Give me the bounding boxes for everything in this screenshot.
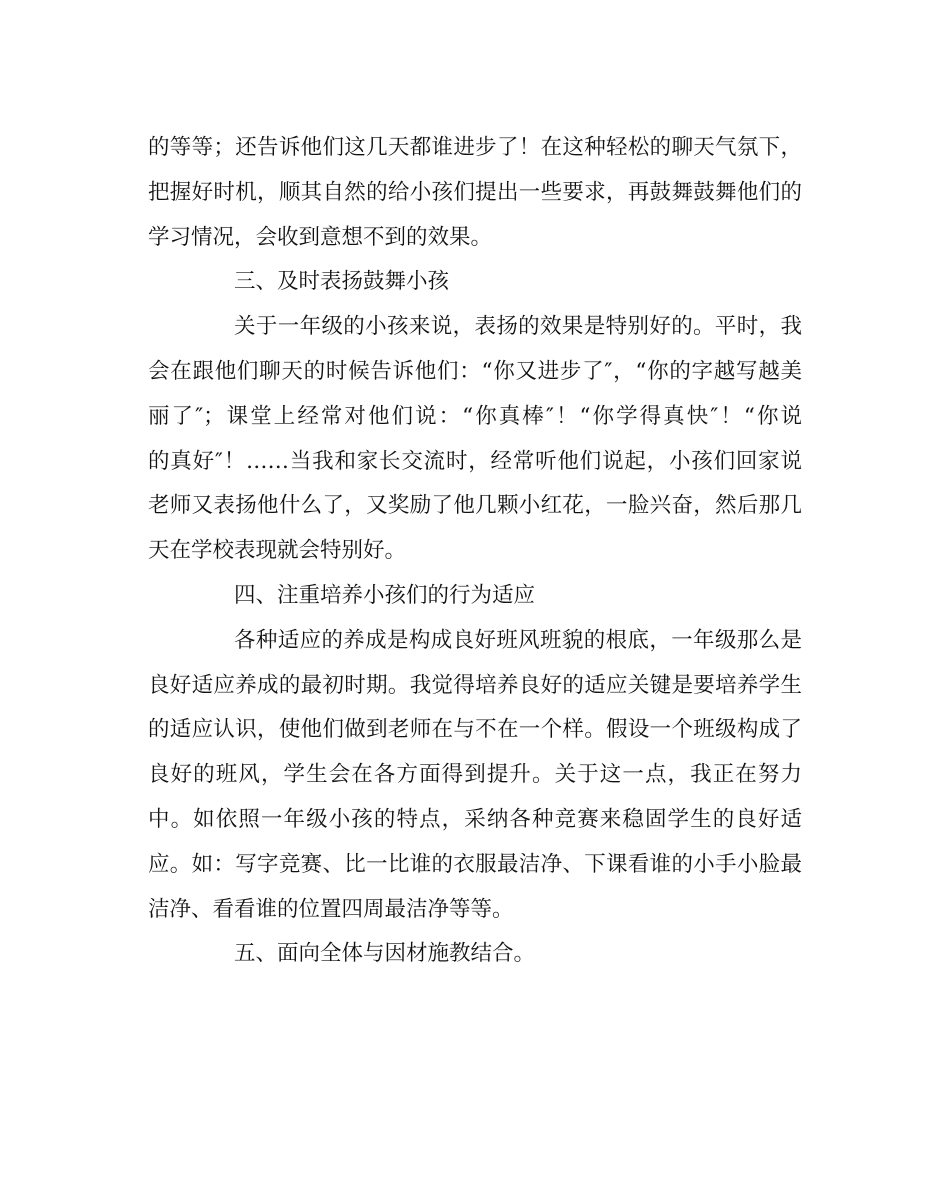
section-heading: 三、及时表扬鼓舞小孩 xyxy=(234,269,450,295)
text-line: 会在跟他们聊天的时候告诉他们：“你又进步了″，“你的字越写越美 xyxy=(148,358,802,384)
text-line: 丽了″；课堂上经常对他们说：“你真棒″！“你学得真快″！“你说 xyxy=(148,403,802,429)
text-line: 应。如：写字竞赛、比一比谁的衣服最洁净、下课看谁的小手小脸最 xyxy=(148,851,802,877)
text-line: 中。如依照一年级小孩的特点，采纳各种竞赛来稳固学生的良好适 xyxy=(148,806,802,832)
section-heading: 五、面向全体与因材施教结合。 xyxy=(234,941,536,967)
text-line: 良好适应养成的最初时期。我觉得培养良好的适应关键是要培养学生 xyxy=(148,672,802,698)
text-line: 各种适应的养成是构成良好班风班貌的根底，一年级那么是 xyxy=(234,627,802,653)
text-line: 老师又表扬他什么了，又奖励了他几颗小红花，一脸兴奋，然后那几 xyxy=(148,493,802,519)
section-heading: 四、注重培养小孩们的行为适应 xyxy=(234,582,536,608)
text-line: 把握好时机，顺其自然的给小孩们提出一些要求，再鼓舞鼓舞他们的 xyxy=(148,179,802,205)
text-line: 洁净、看看谁的位置四周最洁净等等。 xyxy=(148,896,514,922)
text-line: 的等等；还告诉他们这几天都谁进步了！在这种轻松的聊天气氛下， xyxy=(148,135,802,160)
text-line: 关于一年级的小孩来说，表扬的效果是特别好的。平时，我 xyxy=(234,314,802,340)
text-line: 的适应认识，使他们做到老师在与不在一个样。假设一个班级构成了 xyxy=(148,717,802,743)
document-body xyxy=(148,126,802,977)
text-line: 的真好″！……当我和家长交流时，经常听他们说起，小孩们回家说 xyxy=(148,448,802,474)
text-line: 天在学校表现就会特别好。 xyxy=(148,538,407,564)
text-line: 良好的班风，学生会在各方面得到提升。关于这一点，我正在努力 xyxy=(148,762,802,788)
text-line: 学习情况，会收到意想不到的效果。 xyxy=(148,224,493,250)
